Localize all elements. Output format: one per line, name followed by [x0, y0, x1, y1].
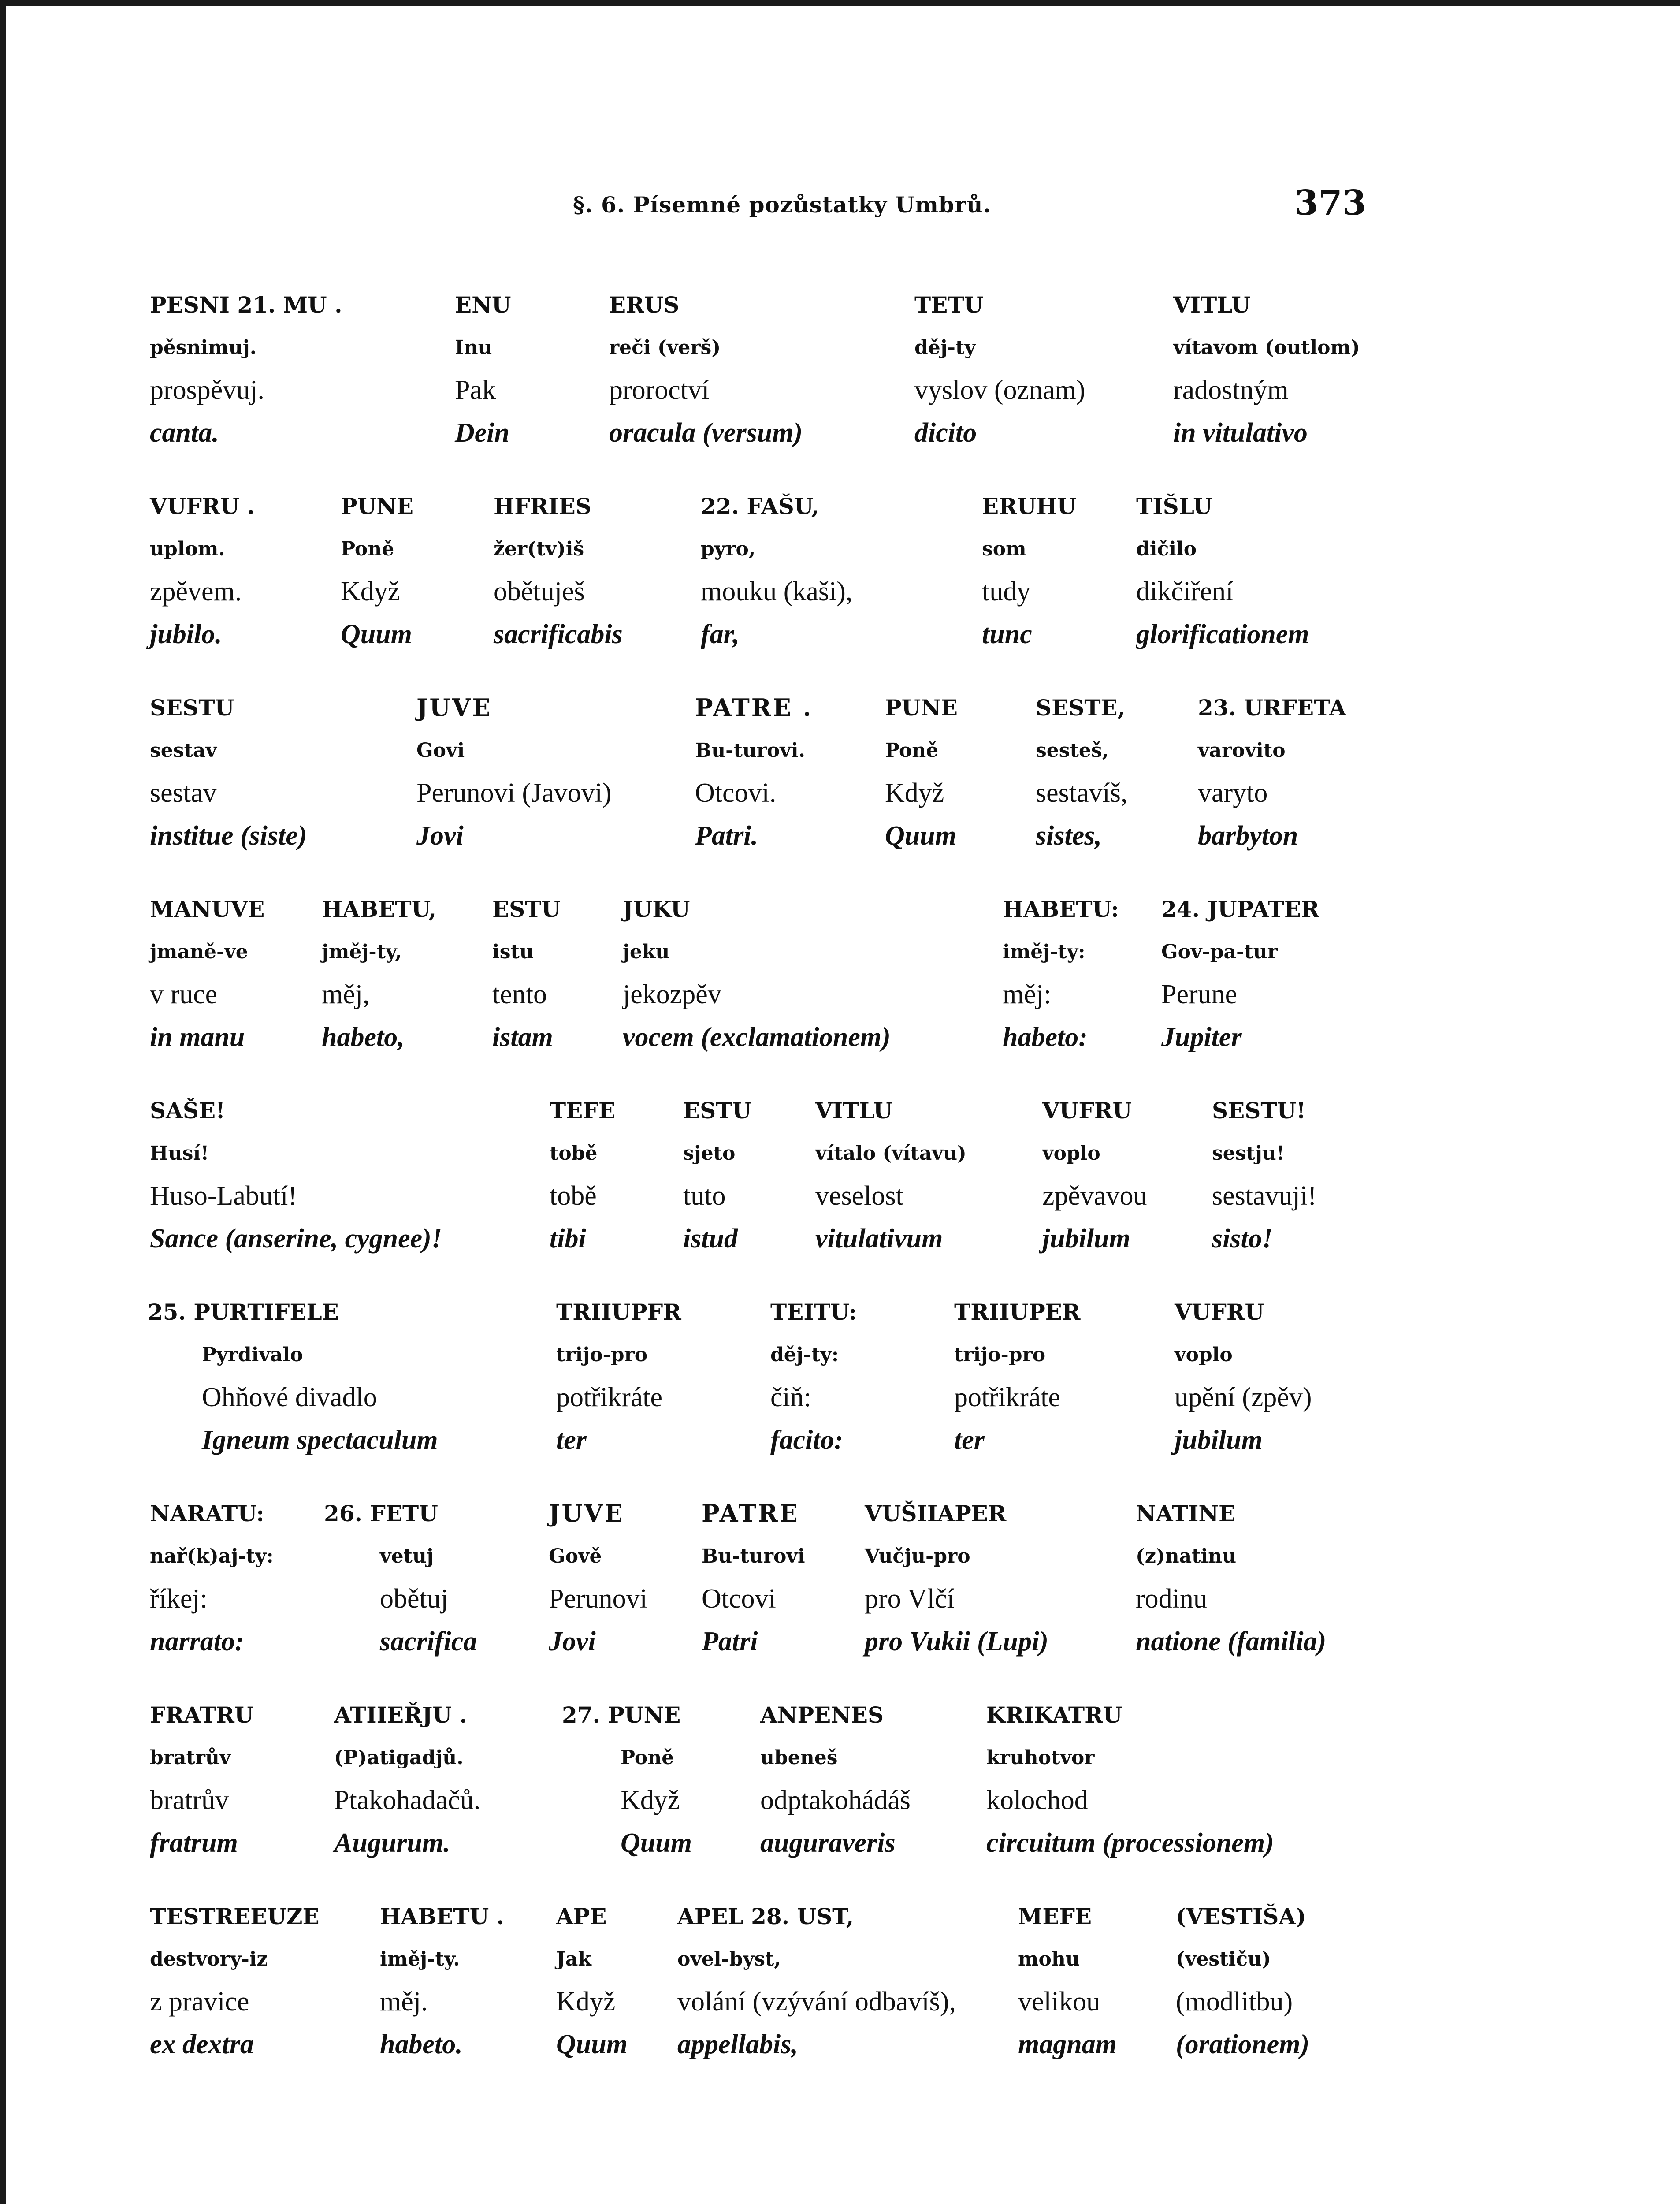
latin-translation: ter: [556, 1425, 587, 1455]
czech-translation: varyto: [1198, 778, 1268, 808]
transliteration: som: [982, 538, 1026, 560]
word-column: [455, 283, 511, 454]
czech-translation: Když: [621, 1785, 680, 1815]
transliteration: vetuj: [380, 1545, 434, 1567]
umbrian-text: TIŠLU: [1136, 493, 1212, 519]
czech-translation: radostným: [1173, 375, 1289, 405]
czech-translation: velikou: [1018, 1987, 1100, 2017]
latin-translation: glorificationem: [1136, 619, 1309, 649]
transliteration: Gově: [549, 1545, 602, 1567]
latin-translation: tibi: [550, 1224, 586, 1254]
word-column: [885, 686, 958, 857]
transliteration: Husí!: [150, 1142, 209, 1165]
latin-translation: istud: [683, 1224, 738, 1254]
umbrian-text: JUVE: [416, 693, 492, 722]
latin-translation: pro Vukii (Lupi): [865, 1627, 1048, 1657]
czech-translation: prospěvuj.: [150, 375, 265, 405]
umbrian-text: ESTU: [683, 1098, 752, 1124]
latin-translation: Quum: [556, 2029, 628, 2059]
umbrian-text: 23. URFETA: [1198, 695, 1346, 721]
latin-translation: far,: [701, 619, 740, 649]
umbrian-text: FRATRU: [150, 1702, 254, 1728]
word-column: [1212, 1089, 1317, 1260]
latin-translation: Jupiter: [1161, 1022, 1242, 1052]
page-header: [0, 179, 1680, 227]
transliteration: Poně: [341, 538, 394, 560]
latin-translation: jubilum: [1175, 1425, 1263, 1455]
umbrian-text: TETU: [914, 292, 984, 318]
umbrian-text: ANPENES: [760, 1702, 884, 1728]
umbrian-text: TEITU:: [770, 1299, 857, 1325]
czech-translation: Když: [556, 1987, 616, 2017]
czech-translation: tobě: [550, 1181, 597, 1211]
czech-translation: sestavuji!: [1212, 1181, 1317, 1211]
latin-translation: jubilo.: [150, 619, 222, 649]
transliteration: pyro,: [701, 538, 756, 560]
word-column: [954, 1291, 1080, 1462]
transliteration: ubeneš: [760, 1746, 838, 1769]
word-column: [770, 1291, 857, 1462]
transliteration: ovel-byst,: [677, 1948, 781, 1970]
czech-translation: pro Vlčí: [865, 1584, 955, 1614]
latin-translation: sisto!: [1212, 1224, 1273, 1254]
czech-translation: Otcovi.: [695, 778, 777, 808]
latin-translation: jubilum: [1042, 1224, 1130, 1254]
word-column: [1161, 888, 1319, 1059]
czech-translation: měj,: [322, 979, 370, 1009]
latin-translation: ex dextra: [150, 2029, 254, 2059]
umbrian-text: MANUVE: [150, 896, 265, 922]
word-column: [914, 283, 1085, 454]
umbrian-text: SESTE,: [1036, 695, 1126, 721]
czech-translation: sestavíš,: [1036, 778, 1128, 808]
verse-block-4: [0, 888, 1680, 1073]
latin-translation: Sance (anserine, cygnee)!: [150, 1224, 442, 1254]
word-column: [150, 283, 342, 454]
verse-block-6: [0, 1291, 1680, 1476]
transliteration: Bu-turovi.: [695, 739, 805, 762]
umbrian-text: SAŠE!: [150, 1098, 226, 1124]
transliteration: nař(k)aj-ty:: [150, 1545, 274, 1567]
latin-translation: in manu: [150, 1022, 245, 1052]
word-column: [324, 1492, 477, 1663]
word-column: [609, 283, 803, 454]
latin-translation: (orationem): [1176, 2029, 1310, 2059]
word-column: [380, 1895, 504, 2066]
czech-translation: proroctví: [609, 375, 710, 405]
czech-translation: Perunovi (Javovi): [416, 778, 612, 808]
transliteration: vítavom (outlom): [1173, 336, 1360, 359]
czech-translation: Otcovi: [702, 1584, 776, 1614]
word-column: [1136, 485, 1309, 656]
transliteration: Govi: [416, 739, 465, 762]
czech-translation: veselost: [815, 1181, 903, 1211]
czech-translation: (modlitbu): [1176, 1987, 1293, 2017]
transliteration: destvory-iz: [150, 1948, 268, 1970]
verse-block-7: [0, 1492, 1680, 1677]
transliteration: (z)natinu: [1136, 1545, 1237, 1567]
running-title: §. 6. Písemné pozůstatky Umbrů.: [573, 192, 992, 218]
umbrian-text: MEFE: [1018, 1903, 1092, 1929]
umbrian-text: 25. PURTIFELE: [148, 1299, 339, 1325]
verse-block-1: [0, 283, 1680, 469]
transliteration: trijo-pro: [954, 1344, 1046, 1366]
czech-translation: potřikráte: [556, 1382, 663, 1412]
transliteration: reči (verš): [609, 336, 721, 359]
latin-translation: habeto.: [380, 2029, 463, 2059]
umbrian-text: TESTREEUZE: [150, 1903, 320, 1929]
latin-translation: habeto,: [322, 1022, 405, 1052]
transliteration: sesteš,: [1036, 739, 1109, 762]
latin-translation: sistes,: [1036, 821, 1102, 851]
verse-block-2: [0, 485, 1680, 670]
latin-translation: Jovi: [416, 821, 464, 851]
latin-translation: sacrificabis: [494, 619, 623, 649]
umbrian-text: JUKU: [623, 896, 690, 922]
czech-translation: bratrův: [150, 1785, 229, 1815]
transliteration: tobě: [550, 1142, 598, 1165]
czech-translation: Perunovi: [549, 1584, 647, 1614]
umbrian-text: TRIIUPER: [954, 1299, 1081, 1325]
latin-translation: Quum: [885, 821, 956, 851]
umbrian-text: ERUS: [609, 292, 680, 318]
umbrian-text: ESTU: [492, 896, 561, 922]
umbrian-text: HABETU .: [380, 1903, 505, 1929]
czech-translation: v ruce: [150, 979, 218, 1009]
latin-translation: vocem (exclamationem): [623, 1022, 891, 1052]
word-column: [494, 485, 623, 656]
latin-translation: sacrifica: [380, 1627, 477, 1657]
czech-translation: jekozpěv: [623, 979, 721, 1009]
czech-translation: Huso-Labutí!: [150, 1181, 297, 1211]
latin-translation: canta.: [150, 418, 219, 448]
transliteration: trijo-pro: [556, 1344, 648, 1366]
umbrian-text: SESTU!: [1212, 1098, 1306, 1124]
transliteration: Poně: [621, 1746, 674, 1769]
transliteration: pěsnimuj.: [150, 336, 257, 359]
transliteration: (vestiču): [1176, 1948, 1271, 1970]
latin-translation: istam: [492, 1022, 553, 1052]
word-column: [702, 1492, 805, 1663]
word-column: [150, 1089, 442, 1260]
umbrian-text: VITLU: [815, 1098, 893, 1124]
umbrian-text: HABETU,: [322, 896, 437, 922]
umbrian-text: VUŠIIAPER: [865, 1500, 1007, 1526]
latin-translation: vitulativum: [815, 1224, 943, 1254]
latin-translation: ter: [954, 1425, 985, 1455]
transliteration: děj-ty:: [770, 1344, 839, 1366]
umbrian-text: 22. FAŠU,: [701, 493, 819, 519]
verse-block-8: [0, 1694, 1680, 1879]
umbrian-text: KRIKATRU: [986, 1702, 1122, 1728]
czech-translation: Ohňové divadlo: [202, 1382, 377, 1412]
latin-translation: Dein: [455, 418, 509, 448]
transliteration: Vučju-pro: [865, 1545, 970, 1567]
page-number: 373: [1294, 183, 1366, 223]
transliteration: jměj-ty,: [322, 941, 402, 963]
czech-translation: sestav: [150, 778, 217, 808]
word-column: [986, 1694, 1274, 1865]
czech-translation: Když: [885, 778, 944, 808]
word-column: [982, 485, 1076, 656]
transliteration: kruhotvor: [986, 1746, 1095, 1769]
latin-translation: tunc: [982, 619, 1032, 649]
transliteration: Bu-turovi: [702, 1545, 805, 1567]
transliteration: dičilo: [1136, 538, 1197, 560]
umbrian-text: NARATU:: [150, 1500, 264, 1526]
latin-translation: narrato:: [150, 1627, 244, 1657]
word-column: [341, 485, 413, 656]
czech-translation: Perune: [1161, 979, 1238, 1009]
umbrian-text: SESTU: [150, 695, 234, 721]
word-column: [150, 1694, 253, 1865]
transliteration: uplom.: [150, 538, 225, 560]
word-column: [865, 1492, 1048, 1663]
transliteration: voplo: [1042, 1142, 1100, 1165]
transliteration: sestav: [150, 739, 217, 762]
transliteration: (P)atigadjů.: [334, 1746, 464, 1769]
latin-translation: in vitulativo: [1173, 418, 1308, 448]
latin-translation: fratrum: [150, 1828, 238, 1858]
czech-translation: zpěvem.: [150, 577, 242, 607]
czech-translation: potřikráte: [954, 1382, 1061, 1412]
czech-translation: tuto: [683, 1181, 726, 1211]
transliteration: sjeto: [683, 1142, 736, 1165]
word-column: [150, 485, 255, 656]
umbrian-text: PATRE .: [695, 693, 813, 722]
word-column: [150, 1492, 274, 1663]
latin-translation: Patri: [702, 1627, 758, 1657]
latin-translation: circuitum (processionem): [986, 1828, 1274, 1858]
czech-translation: Když: [341, 577, 400, 607]
verse-block-3: [0, 686, 1680, 871]
umbrian-text: PESNI 21. MU .: [150, 292, 342, 318]
czech-translation: upění (zpěv): [1175, 1382, 1312, 1412]
transliteration: sestju!: [1212, 1142, 1285, 1165]
word-column: [492, 888, 561, 1059]
word-column: [1003, 888, 1119, 1059]
word-column: [1198, 686, 1346, 857]
czech-translation: měj:: [1003, 979, 1052, 1009]
umbrian-text: (VESTIŠA): [1176, 1903, 1306, 1929]
word-column: [1042, 1089, 1147, 1260]
czech-translation: odptakohádáš: [760, 1785, 911, 1815]
word-column: [677, 1895, 956, 2066]
word-column: [148, 1291, 438, 1462]
word-column: [623, 888, 891, 1059]
czech-translation: mouku (kaši),: [701, 577, 853, 607]
umbrian-text: PUNE: [885, 695, 958, 721]
word-column: [1173, 283, 1360, 454]
czech-translation: z pravice: [150, 1987, 249, 2017]
latin-translation: oracula (versum): [609, 418, 803, 448]
czech-translation: Ptakohadačů.: [334, 1785, 481, 1815]
latin-translation: Quum: [621, 1828, 692, 1858]
transliteration: žer(tv)iš: [494, 538, 584, 560]
verse-block-9: [0, 1895, 1680, 2080]
word-column: [150, 686, 307, 857]
latin-translation: facito:: [770, 1425, 844, 1455]
czech-translation: dikčiření: [1136, 577, 1234, 607]
umbrian-text: HABETU:: [1003, 896, 1119, 922]
word-column: [549, 1492, 647, 1663]
word-column: [683, 1089, 751, 1260]
umbrian-text: TRIIUPFR: [556, 1299, 681, 1325]
latin-translation: Jovi: [549, 1627, 596, 1657]
latin-translation: Patri.: [695, 821, 758, 851]
czech-translation: kolochod: [986, 1785, 1088, 1815]
latin-translation: Igneum spectaculum: [202, 1425, 438, 1455]
umbrian-text: TEFE: [550, 1098, 615, 1124]
czech-translation: měj.: [380, 1987, 428, 2017]
umbrian-text: NATINE: [1136, 1500, 1236, 1526]
czech-translation: volání (vzývání odbavíš),: [677, 1987, 956, 2017]
latin-translation: Quum: [341, 619, 412, 649]
word-column: [1175, 1291, 1312, 1462]
word-column: [695, 686, 813, 857]
umbrian-text: ENU: [455, 292, 511, 318]
czech-translation: obětuj: [380, 1584, 448, 1614]
latin-translation: institue (siste): [150, 821, 307, 851]
umbrian-text: VUFRU: [1042, 1098, 1132, 1124]
transliteration: istu: [492, 941, 534, 963]
word-column: [1176, 1895, 1309, 2066]
umbrian-text: VUFRU: [1175, 1299, 1264, 1325]
word-column: [550, 1089, 615, 1260]
czech-translation: zpěvavou: [1042, 1181, 1147, 1211]
umbrian-text: PUNE: [341, 493, 414, 519]
transliteration: jeku: [623, 941, 670, 963]
transliteration: mohu: [1018, 1948, 1080, 1970]
umbrian-text: APEL 28. UST,: [677, 1903, 854, 1929]
transliteration: Poně: [885, 739, 939, 762]
transliteration: Inu: [455, 336, 492, 359]
umbrian-text: HFRIES: [494, 493, 591, 519]
umbrian-text: ATIIEŘJU .: [334, 1702, 467, 1728]
umbrian-text: ERUHU: [982, 493, 1077, 519]
word-column: [815, 1089, 966, 1260]
latin-translation: Augurum.: [334, 1828, 450, 1858]
latin-translation: barbyton: [1198, 821, 1298, 851]
umbrian-text: VUFRU .: [150, 493, 255, 519]
czech-translation: tudy: [982, 577, 1031, 607]
word-column: [334, 1694, 480, 1865]
umbrian-text: VITLU: [1173, 292, 1251, 318]
word-column: [416, 686, 612, 857]
transliteration: Jak: [556, 1948, 591, 1970]
umbrian-text: APE: [556, 1903, 607, 1929]
word-column: [556, 1895, 628, 2066]
transliteration: iměj-ty.: [380, 1948, 460, 1970]
word-column: [760, 1694, 911, 1865]
transliteration: vítalo (vítavu): [815, 1142, 966, 1165]
latin-translation: magnam: [1018, 2029, 1117, 2059]
czech-translation: říkej:: [150, 1584, 208, 1614]
umbrian-text: PATRE: [702, 1499, 799, 1527]
word-column: [562, 1694, 692, 1865]
umbrian-text: 26. FETU: [324, 1500, 438, 1526]
czech-translation: obětuješ: [494, 577, 585, 607]
transliteration: děj-ty: [914, 336, 976, 359]
czech-translation: vyslov (oznam): [914, 375, 1085, 405]
word-column: [1036, 686, 1127, 857]
word-column: [150, 888, 264, 1059]
transliteration: iměj-ty:: [1003, 941, 1085, 963]
czech-translation: tento: [492, 979, 547, 1009]
czech-translation: rodinu: [1136, 1584, 1207, 1614]
word-column: [1018, 1895, 1117, 2066]
umbrian-text: 24. JUPATER: [1161, 896, 1319, 922]
latin-translation: natione (familia): [1136, 1627, 1327, 1657]
latin-translation: auguraveris: [760, 1828, 896, 1858]
word-column: [322, 888, 436, 1059]
word-column: [1136, 1492, 1326, 1663]
scan-edge-top: [0, 0, 1680, 6]
transliteration: Gov-pa-tur: [1161, 941, 1278, 963]
czech-translation: Pak: [455, 375, 496, 405]
transliteration: Pyrdivalo: [202, 1344, 303, 1366]
transliteration: bratrův: [150, 1746, 231, 1769]
transliteration: voplo: [1175, 1344, 1233, 1366]
transliteration: jmaně-ve: [150, 941, 248, 963]
umbrian-text: JUVE: [549, 1499, 624, 1527]
word-column: [556, 1291, 681, 1462]
latin-translation: dicito: [914, 418, 977, 448]
latin-translation: habeto:: [1003, 1022, 1088, 1052]
czech-translation: čiň:: [770, 1382, 811, 1412]
latin-translation: appellabis,: [677, 2029, 798, 2059]
umbrian-text: 27. PUNE: [562, 1702, 681, 1728]
transliteration: varovito: [1198, 739, 1286, 762]
verse-block-5: [0, 1089, 1680, 1274]
word-column: [150, 1895, 320, 2066]
word-column: [701, 485, 852, 656]
